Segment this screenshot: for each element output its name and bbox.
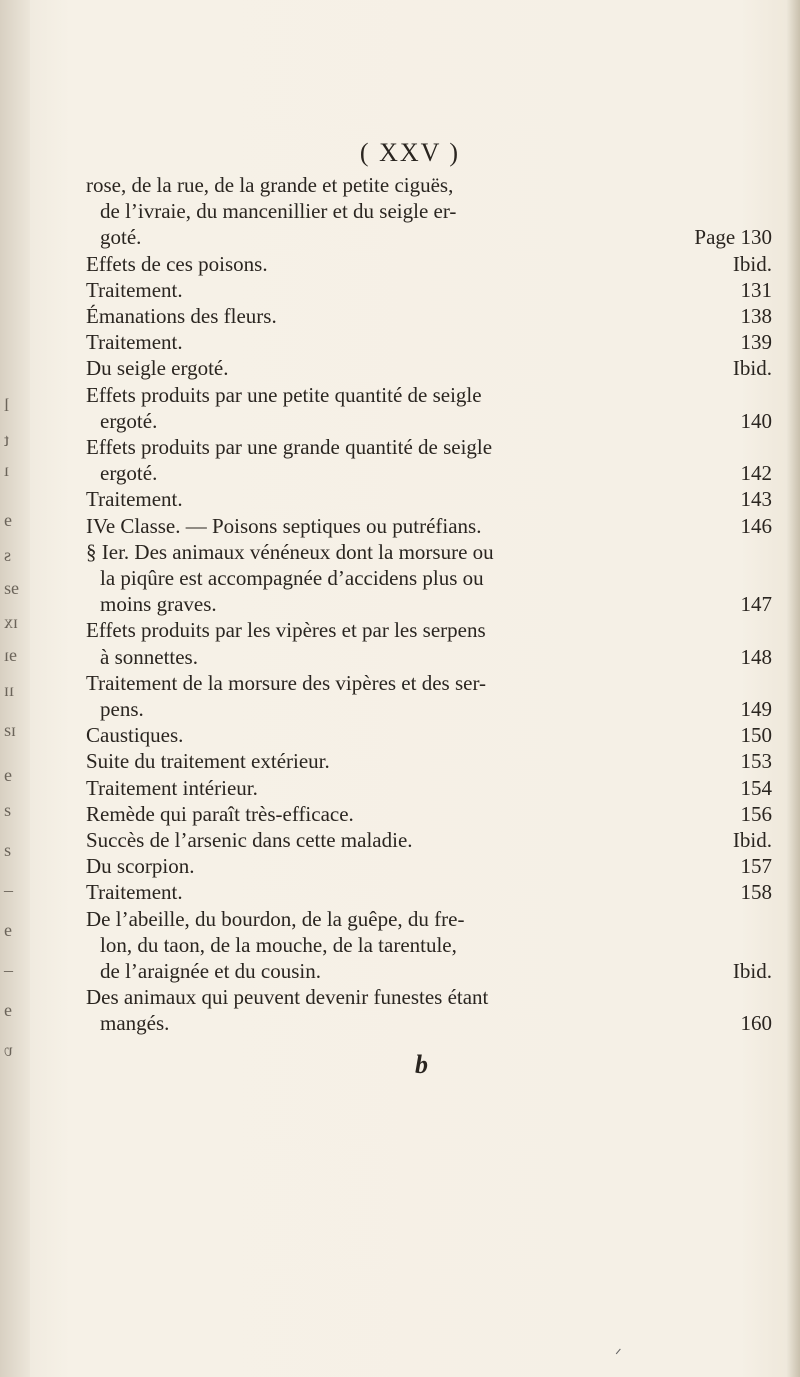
bleed-through-glyph: ɘ <box>4 1000 12 1020</box>
toc-entry-page: 142 <box>740 461 772 486</box>
bleed-through-glyph: ɘƨ <box>4 578 19 598</box>
toc-entry-title: § Ier. Des animaux vénéneux dont la morsure ou <box>86 539 494 564</box>
toc-entry-page: 157 <box>740 854 772 879</box>
toc-entry-page: 140 <box>740 408 772 433</box>
toc-entry-page: 149 <box>740 697 772 721</box>
toc-entry-title: Succès de l’arsenic dans cette maladie. <box>86 828 413 852</box>
toc-entry-title: mangés. <box>100 1011 170 1036</box>
toc-entry-title: rose, de la rue, de la grande et petite ciguës, <box>86 173 454 197</box>
toc-entry-page: 158 <box>740 880 772 905</box>
toc-entry-title: Traitement. <box>86 880 183 905</box>
toc-entry-page: 150 <box>740 723 772 748</box>
toc-entry-title: Suite du traitement extérieur. <box>86 749 330 774</box>
toc-entry-page: 160 <box>740 1011 772 1036</box>
page-header: ( XXV ) <box>359 138 461 167</box>
page-edge <box>786 0 800 1377</box>
bleed-through-glyph: l <box>4 395 10 415</box>
bleed-through-glyph: ƨ <box>4 800 12 820</box>
toc-entry-title: la piqûre est accompagnée d’accidens plus ou <box>100 566 484 590</box>
toc-entry-title: ergoté. <box>100 408 158 433</box>
toc-entry-page: 147 <box>740 592 772 617</box>
toc-entry-page: 138 <box>740 304 772 328</box>
bleed-through-glyph: s <box>4 545 12 565</box>
toc-entry-page: 148 <box>740 644 772 669</box>
toc-entry-title: moins graves. <box>100 592 217 617</box>
pencil-mark: ᐟ <box>615 1347 622 1364</box>
toc-entry-title: ergoté. <box>100 461 158 486</box>
toc-entry-title: Émanations des fleurs. <box>86 304 277 328</box>
bleed-through-glyph: ɘ <box>4 765 12 785</box>
bleed-through-glyph: ɪx <box>4 612 19 632</box>
toc-entry-page: Ibid. <box>732 959 772 983</box>
toc-entry-page: Ibid. <box>732 251 772 276</box>
toc-entry-title: Effets produits par les vipères et par les serpens <box>86 618 486 643</box>
toc-entry-page: 131 <box>740 277 772 302</box>
bleed-through-glyph: ɘı <box>4 645 17 665</box>
toc-entry-page: 156 <box>740 801 772 826</box>
toc-entry-title: Du scorpion. <box>86 854 195 879</box>
toc-entry-title: de l’araignée et du cousin. <box>100 959 321 983</box>
toc-entry-title: De l’abeille, du bourdon, de la guêpe, du fre- <box>86 906 465 931</box>
toc-entry-title: Des animaux qui peuvent devenir funestes étant <box>86 985 489 1010</box>
bleed-through-glyph: ɘ <box>4 510 12 530</box>
toc-entry-page: Page 130 <box>694 225 772 250</box>
toc-entry-title: à sonnettes. <box>100 644 198 669</box>
bleed-through-glyph: – <box>4 960 13 980</box>
bleed-through-glyph: ʋ <box>4 1040 13 1060</box>
signature-mark: b <box>415 1050 428 1079</box>
bleed-through-glyph: ı <box>4 460 10 480</box>
bleed-through-glyph: ıɪ <box>4 680 15 700</box>
toc-entry-title: Traitement intérieur. <box>86 775 258 800</box>
toc-entry-title: Traitement de la morsure des vipères et des ser- <box>86 670 487 695</box>
toc-entry-title: Traitement. <box>86 277 183 302</box>
bleed-through-glyph: ɘ <box>4 920 12 940</box>
bleed-through-glyph: ɪƨ <box>4 720 17 740</box>
toc-entry-title: Traitement. <box>86 330 183 355</box>
bleed-through-glyph: t <box>4 430 10 450</box>
toc-entry-title: Remède qui paraît très-efficace. <box>86 801 354 826</box>
toc-entry-page: Ibid. <box>732 828 772 852</box>
bleed-through-glyph: ƨ <box>4 840 12 860</box>
toc-entry <box>86 1008 772 1038</box>
toc-entry-title: Effets produits par une petite quantité de seigle <box>86 382 482 407</box>
toc-entry-title: Effets produits par une grande quantité de seigle <box>86 435 493 459</box>
toc-entry-title: Caustiques. <box>86 723 184 748</box>
toc-entry-title: Effets de ces poisons. <box>86 251 268 276</box>
toc-entry-page: 154 <box>740 775 772 800</box>
toc-entry-page: 139 <box>740 330 772 355</box>
toc-entry-title: goté. <box>100 225 142 250</box>
toc-entry-title: Du seigle ergoté. <box>86 356 229 381</box>
toc-entry-title: de l’ivraie, du mancenillier et du seigle er- <box>100 199 457 224</box>
toc-entry-page: Ibid. <box>732 356 772 381</box>
toc-entry-title: pens. <box>100 697 144 721</box>
toc-entry-page: 146 <box>740 513 772 538</box>
toc-entry-title: IVe Classe. — Poisons septiques ou putréfians. <box>86 513 482 538</box>
bleed-through-glyph: – <box>4 880 13 900</box>
toc-entry-page: 153 <box>740 749 772 774</box>
toc-entry-page: 143 <box>740 487 772 512</box>
toc-entry-title: Traitement. <box>86 487 183 512</box>
toc-entry-title: lon, du taon, de la mouche, de la tarentule, <box>100 932 457 957</box>
